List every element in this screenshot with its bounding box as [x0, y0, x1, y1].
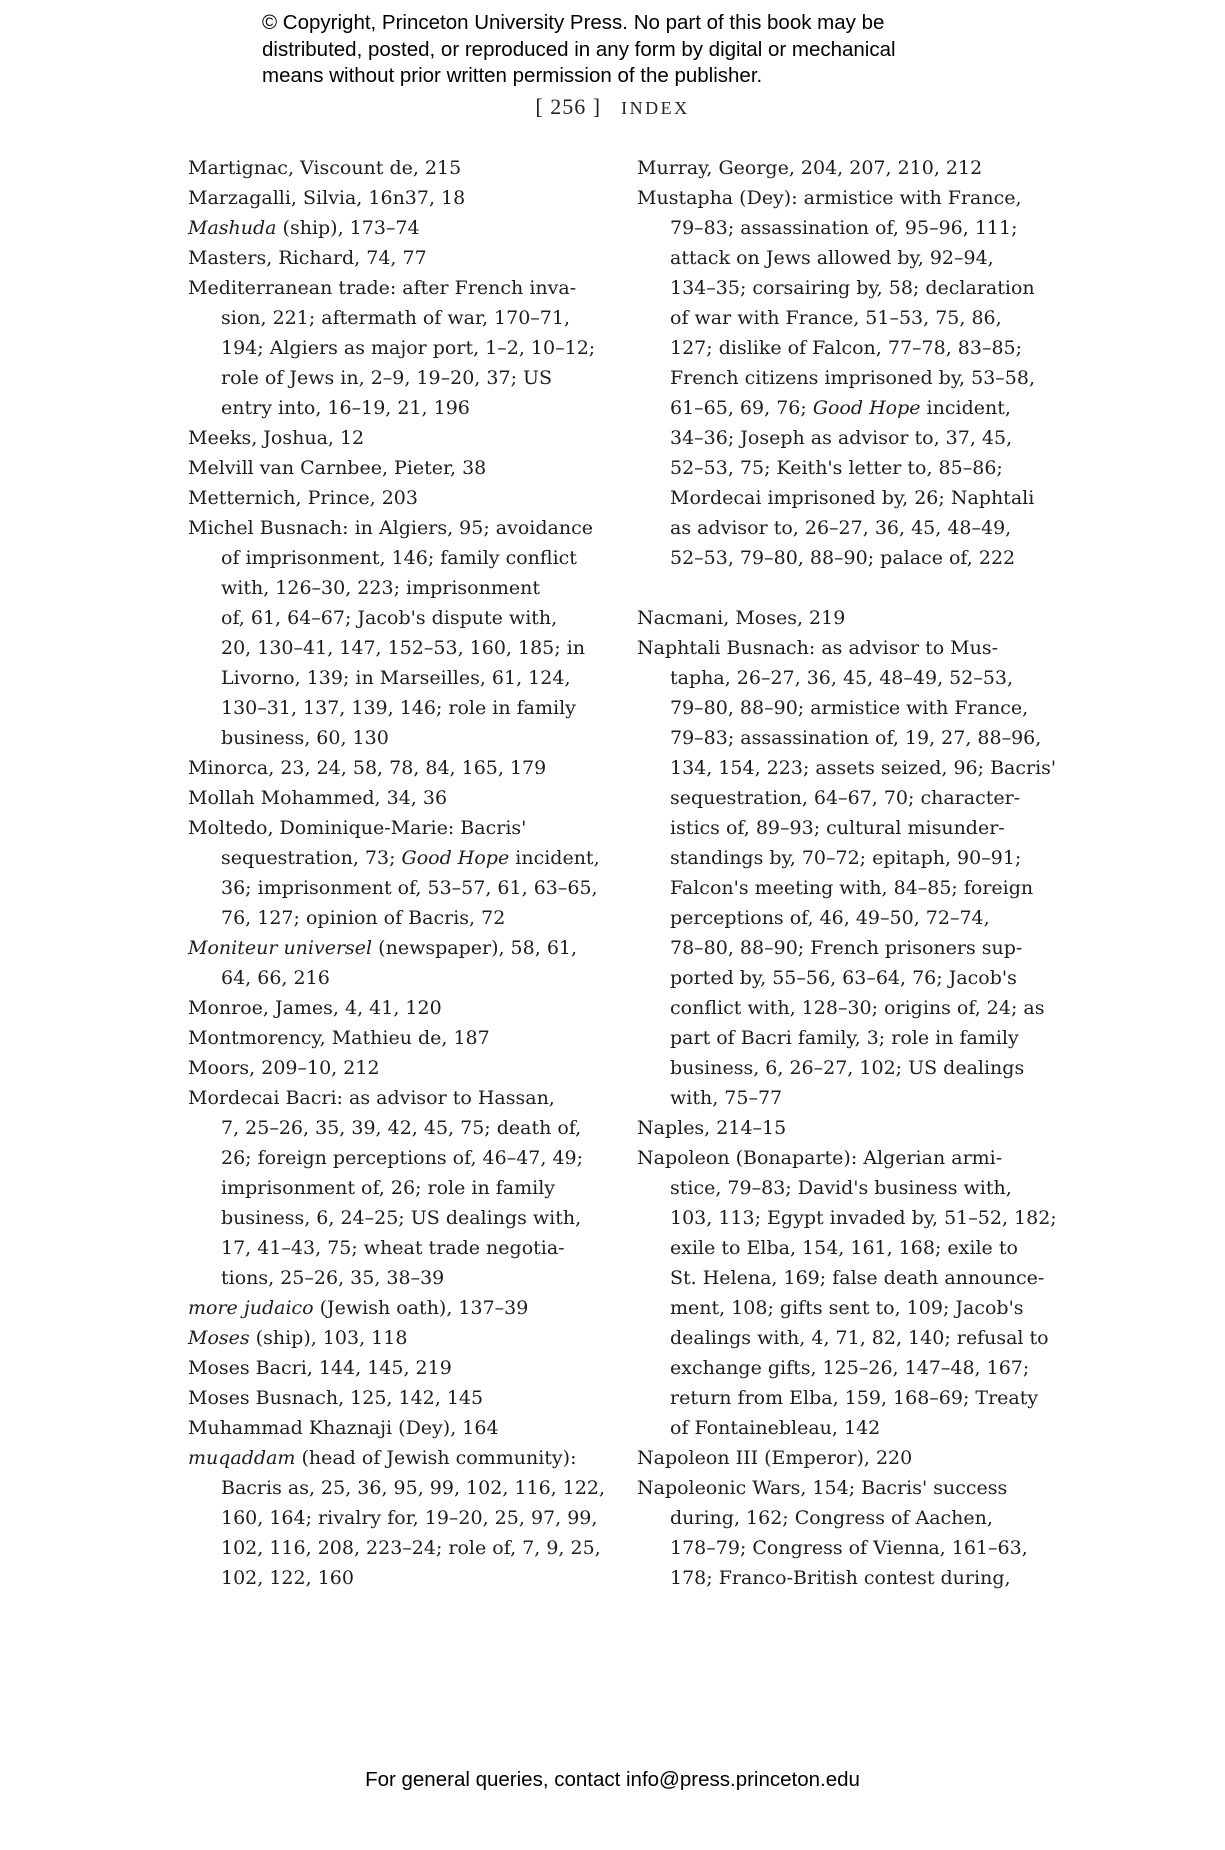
index-entry-continuation-line: French citizens imprisoned by, 53–58,: [670, 367, 1036, 389]
index-entry: [188, 1323, 598, 1353]
index-entry-continuation-line: entry into, 16–19, 21, 196: [221, 397, 470, 419]
index-entry-heading-line: Mordecai Bacri: as advisor to Hassan,: [188, 1087, 555, 1109]
index-entry-continuation-line: 103, 113; Egypt invaded by, 51–52, 182;: [670, 1207, 1057, 1229]
index-entry: [188, 1023, 598, 1053]
index-entry-continuation-line: of imprisonment, 146; family conflict: [221, 547, 577, 569]
index-entry-heading-line: Moors, 209–10, 212: [188, 1057, 380, 1079]
index-entry-continuation-line: 102, 122, 160: [221, 1567, 354, 1589]
index-entry-continuation-line: as advisor to, 26–27, 36, 45, 48–49,: [670, 517, 1012, 539]
index-entry-heading-line: Naphtali Busnach: as advisor to Mus-: [637, 637, 999, 659]
index-entry-continuation-line: part of Bacri family, 3; role in family: [670, 1027, 1019, 1049]
index-entry-continuation-line: 127; dislike of Falcon, 77–78, 83–85;: [670, 337, 1023, 359]
index-entry: [637, 1143, 1057, 1443]
index-entry-continuation-line: tions, 25–26, 35, 38–39: [221, 1267, 445, 1289]
index-entry-continuation-line: 79–83; assassination of, 95–96, 111;: [670, 217, 1018, 239]
page-number: [ 256 ]: [535, 94, 602, 119]
index-entry-continuation-line: 20, 130–41, 147, 152–53, 160, 185; in: [221, 637, 586, 659]
index-entry-continuation-line: business, 60, 130: [221, 727, 389, 749]
index-entry-continuation-line: sequestration, 64–67, 70; character-: [670, 787, 1021, 809]
index-entry: [188, 243, 598, 273]
index-entry-continuation-line: 61–65, 69, 76; Good Hope incident,: [670, 397, 1011, 419]
index-entry-continuation-line: 52–53, 75; Keith's letter to, 85–86;: [670, 457, 1003, 479]
index-entry-continuation-line: role of Jews in, 2–9, 19–20, 37; US: [221, 367, 553, 389]
index-entry-heading-line: Monroe, James, 4, 41, 120: [188, 997, 442, 1019]
index-entry-continuation-line: Mordecai imprisoned by, 26; Naphtali: [670, 487, 1035, 509]
index-entry-heading-line: Marzagalli, Silvia, 16n37, 18: [188, 187, 466, 209]
index-column-right: [637, 153, 1057, 1593]
index-entry-continuation-line: 130–31, 137, 139, 146; role in family: [221, 697, 576, 719]
index-entry-heading-line: Napoleon (Bonaparte): Algerian armi-: [637, 1147, 1003, 1169]
index-entry-continuation-line: 160, 164; rivalry for, 19–20, 25, 97, 99,: [221, 1507, 598, 1529]
index-entry-heading-line: Napoleon III (Emperor), 220: [637, 1447, 913, 1469]
index-entry-heading-line: Nacmani, Moses, 219: [637, 607, 846, 629]
index-entry-heading-line: Moses Bacri, 144, 145, 219: [188, 1357, 452, 1379]
index-entry-heading-line: Muhammad Khaznaji (Dey), 164: [188, 1417, 499, 1439]
index-entry-continuation-line: imprisonment of, 26; role in family: [221, 1177, 556, 1199]
index-entry-heading-line: Moses Busnach, 125, 142, 145: [188, 1387, 484, 1409]
index-entry-heading-line: Napoleonic Wars, 154; Bacris' success: [637, 1477, 1008, 1499]
index-entry-continuation-line: return from Elba, 159, 168–69; Treaty: [670, 1387, 1039, 1409]
index-entry-continuation-line: with, 126–30, 223; imprisonment: [221, 577, 540, 599]
index-entry-continuation-line: sion, 221; aftermath of war, 170–71,: [221, 307, 571, 329]
index-entry: [637, 183, 1057, 573]
index-entry: [188, 813, 598, 933]
index-entry: [188, 1353, 598, 1383]
index-entry-continuation-line: standings by, 70–72; epitaph, 90–91;: [670, 847, 1022, 869]
index-entry-heading-line: more judaico (Jewish oath), 137–39: [188, 1297, 529, 1319]
index-entry-continuation-line: exile to Elba, 154, 161, 168; exile to: [670, 1237, 1018, 1259]
footer-contact: For general queries, contact info@press.princeton.edu: [365, 1768, 860, 1791]
index-entry-continuation-line: during, 162; Congress of Aachen,: [670, 1507, 993, 1529]
index-entry: [188, 183, 598, 213]
index-entry: [188, 213, 598, 243]
index-entry: [637, 603, 1057, 633]
index-entry-heading-line: Murray, George, 204, 207, 210, 212: [637, 157, 983, 179]
index-entry: [637, 633, 1057, 1113]
index-entry-continuation-line: 194; Algiers as major port, 1–2, 10–12;: [221, 337, 596, 359]
index-entry-continuation-line: stice, 79–83; David's business with,: [670, 1177, 1012, 1199]
index-entry: [188, 1083, 598, 1293]
index-entry-heading-line: Masters, Richard, 74, 77: [188, 247, 427, 269]
index-entry: [188, 783, 598, 813]
index-entry-heading-line: Mediterranean trade: after French inva-: [188, 277, 577, 299]
index-entry-continuation-line: tapha, 26–27, 36, 45, 48–49, 52–53,: [670, 667, 1014, 689]
index-entry: [188, 513, 598, 753]
index-entry-continuation-line: with, 75–77: [670, 1087, 783, 1109]
index-entry: [188, 1293, 598, 1323]
index-entry-continuation-line: 34–36; Joseph as advisor to, 37, 45,: [670, 427, 1013, 449]
index-entry-heading-line: Moses (ship), 103, 118: [188, 1327, 408, 1349]
index-entry-continuation-line: 78–80, 88–90; French prisoners sup-: [670, 937, 1023, 959]
index-entry-continuation-line: 178–79; Congress of Vienna, 161–63,: [670, 1537, 1028, 1559]
index-entry-continuation-line: ported by, 55–56, 63–64, 76; Jacob's: [670, 967, 1017, 989]
index-entry-continuation-line: attack on Jews allowed by, 92–94,: [670, 247, 994, 269]
index-entry-continuation-line: Bacris as, 25, 36, 95, 99, 102, 116, 122,: [221, 1477, 606, 1499]
index-entry: [188, 993, 598, 1023]
index-entry: [188, 1443, 606, 1593]
index-entry-continuation-line: 134–35; corsairing by, 58; declaration: [670, 277, 1035, 299]
index-entry-continuation-line: 79–83; assassination of, 19, 27, 88–96,: [670, 727, 1042, 749]
index-entry-continuation-line: 26; foreign perceptions of, 46–47, 49;: [221, 1147, 584, 1169]
index-entry-continuation-line: of, 61, 64–67; Jacob's dispute with,: [221, 607, 558, 629]
index-entry-continuation-line: 7, 25–26, 35, 39, 42, 45, 75; death of,: [221, 1117, 582, 1139]
index-entry-continuation-line: of Fontainebleau, 142: [670, 1417, 881, 1439]
copyright-line: © Copyright, Princeton University Press. No part of this book may be: [262, 11, 885, 34]
index-entry-continuation-line: 64, 66, 216: [221, 967, 330, 989]
index-entry-continuation-line: sequestration, 73; Good Hope incident,: [221, 847, 600, 869]
copyright-line: means without prior written permission of the publisher.: [262, 64, 763, 87]
index-entry-heading-line: Montmorency, Mathieu de, 187: [188, 1027, 490, 1049]
index-entry-heading-line: Moniteur universel (newspaper), 58, 61,: [188, 937, 578, 959]
index-entry-heading-line: Naples, 214–15: [637, 1117, 787, 1139]
index-entry: [637, 1113, 1057, 1143]
index-entry: [188, 453, 598, 483]
copyright-notice: [262, 10, 1022, 90]
index-entry-continuation-line: 134, 154, 223; assets seized, 96; Bacris': [670, 757, 1057, 779]
index-entry-continuation-line: business, 6, 26–27, 102; US dealings: [670, 1057, 1025, 1079]
index-entry-heading-line: Mashuda (ship), 173–74: [188, 217, 420, 239]
index-entry-continuation-line: 178; Franco-British contest during,: [670, 1567, 1011, 1589]
index-entry-continuation-line: 52–53, 79–80, 88–90; palace of, 222: [670, 547, 1016, 569]
index-entry-heading-line: Minorca, 23, 24, 58, 78, 84, 165, 179: [188, 757, 547, 779]
index-entry: [188, 933, 598, 993]
index-entry-heading-line: Moltedo, Dominique-Marie: Bacris': [188, 817, 527, 839]
index-entry-continuation-line: istics of, 89–93; cultural misunder-: [670, 817, 1005, 839]
index-entry: [188, 483, 598, 513]
index-entry: [188, 1053, 598, 1083]
index-entry-heading-line: Metternich, Prince, 203: [188, 487, 418, 509]
index-entry-heading-line: Michel Busnach: in Algiers, 95; avoidance: [188, 517, 593, 539]
index-entry: [637, 1473, 1057, 1593]
running-header: [0, 94, 1225, 120]
index-entry-continuation-line: of war with France, 51–53, 75, 86,: [670, 307, 1002, 329]
copyright-line: distributed, posted, or reproduced in any form by digital or mechanical: [262, 37, 896, 61]
index-entry: [188, 1413, 598, 1443]
index-entry-continuation-line: perceptions of, 46, 49–50, 72–74,: [670, 907, 990, 929]
index-entry-heading-line: Martignac, Viscount de, 215: [188, 157, 462, 179]
index-entry-continuation-line: business, 6, 24–25; US dealings with,: [221, 1207, 582, 1229]
index-column-left: [188, 153, 606, 1593]
index-entry-heading-line: Meeks, Joshua, 12: [188, 427, 365, 449]
index-entry-continuation-line: ment, 108; gifts sent to, 109; Jacob's: [670, 1297, 1024, 1319]
index-entry-continuation-line: 79–80, 88–90; armistice with France,: [670, 697, 1029, 719]
index-entry-heading-line: muqaddam (head of Jewish community):: [188, 1447, 577, 1469]
index-entry: [188, 273, 598, 423]
index-entry: [188, 1383, 598, 1413]
index-entry-continuation-line: 17, 41–43, 75; wheat trade negotia-: [221, 1237, 565, 1259]
index-entry-continuation-line: St. Helena, 169; false death announce-: [670, 1267, 1045, 1289]
index-entry-continuation-line: 76, 127; opinion of Bacris, 72: [221, 907, 506, 929]
index-entry-continuation-line: Falcon's meeting with, 84–85; foreign: [670, 877, 1034, 899]
index-entry-heading-line: Melvill van Carnbee, Pieter, 38: [188, 457, 487, 479]
index-entry: [188, 753, 598, 783]
index-entry: [188, 423, 598, 453]
index-entry: [637, 153, 1057, 183]
index-entry-heading-line: Mollah Mohammed, 34, 36: [188, 787, 448, 809]
running-title: INDEX: [621, 98, 690, 118]
index-entry-continuation-line: conflict with, 128–30; origins of, 24; as: [670, 997, 1045, 1019]
index-entry-continuation-line: Livorno, 139; in Marseilles, 61, 124,: [221, 667, 571, 689]
index-entry-continuation-line: 102, 116, 208, 223–24; role of, 7, 9, 25,: [221, 1537, 601, 1559]
index-entry-heading-line: Mustapha (Dey): armistice with France,: [637, 187, 1022, 209]
index-entry-continuation-line: dealings with, 4, 71, 82, 140; refusal to: [670, 1327, 1049, 1349]
letter-group-gap: [637, 573, 1057, 603]
index-entry: [188, 153, 598, 183]
index-entry: [637, 1443, 1057, 1473]
index-entry-continuation-line: exchange gifts, 125–26, 147–48, 167;: [670, 1357, 1030, 1379]
index-entry-continuation-line: 36; imprisonment of, 53–57, 61, 63–65,: [221, 877, 598, 899]
